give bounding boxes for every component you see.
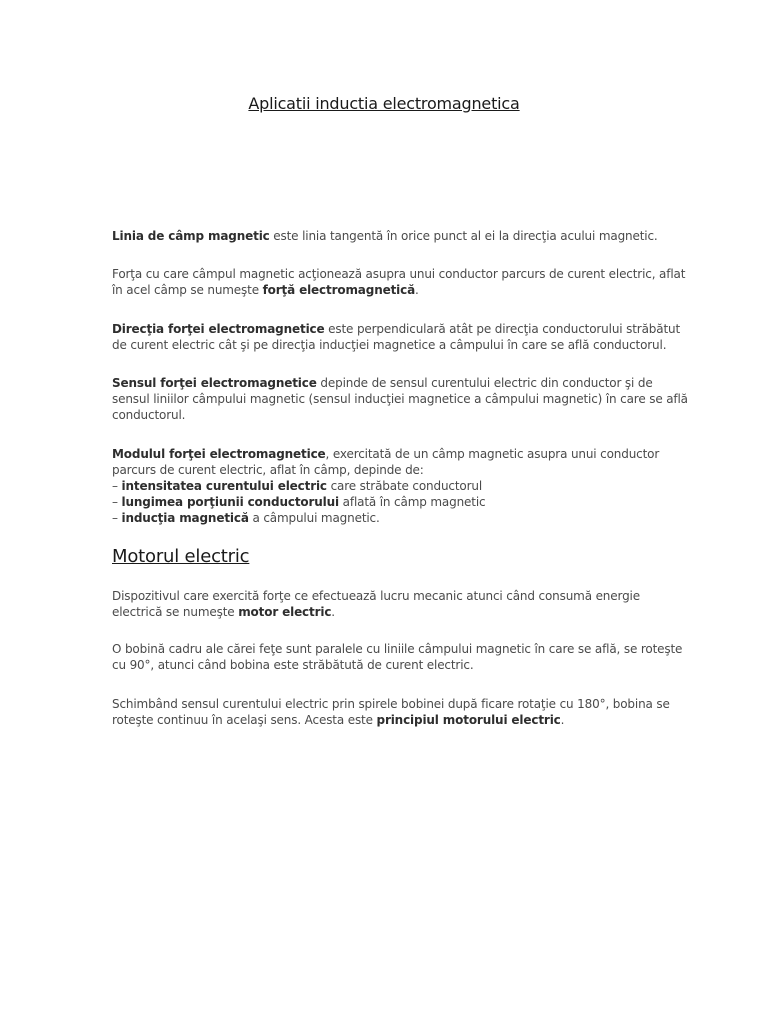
list-term: intensitatea curentului electric xyxy=(121,479,327,493)
paragraph-text: Dispozitivul care exercită forţe ce efectuează lucru mecanic atunci când consumă energie xyxy=(112,589,640,603)
paragraph-text: Forţa cu care câmpul magnetic acţionează asupra unui conductor parcurs de curent electric, aflat xyxy=(112,267,686,281)
paragraph-text: conductorul. xyxy=(112,408,186,422)
list-text: a câmpului magnetic. xyxy=(248,511,380,525)
paragraph-motor-definitie xyxy=(112,588,657,620)
paragraph-text: roteşte continuu în acelaşi sens. Acesta este xyxy=(112,713,377,727)
list-item xyxy=(112,494,657,510)
term-motor: motor electric xyxy=(238,605,332,619)
list-item xyxy=(112,510,657,526)
paragraph-text: parcurs de curent electric, aflat în câmp, depinde de: xyxy=(112,463,424,477)
paragraph-sensul-fortei xyxy=(112,375,688,423)
term-modulul: Modulul forţei electromagnetice xyxy=(112,447,326,461)
paragraph-text: depinde de sensul curentului electric din conductor şi de xyxy=(316,376,653,390)
paragraph-text: . xyxy=(415,283,419,297)
paragraph-text: sensul liniilor câmpului magnetic (sensul inducţiei magnetice a câmpului magnetic) în care se află xyxy=(112,392,688,406)
paragraph-camp-magnetic xyxy=(112,228,657,244)
paragraph-text: O bobină cadru ale cărei feţe sunt paralele cu liniile câmpului magnetic în care se află, se roteşte xyxy=(112,642,683,656)
term-directia: Direcţia forţei electromagnetice xyxy=(112,322,325,336)
term-linia-camp: Linia de câmp magnetic xyxy=(112,229,270,243)
paragraph-text: este perpendiculară atât pe direcţia conductorului străbătut xyxy=(324,322,681,336)
paragraph-text: . xyxy=(331,605,335,619)
paragraph-text: , exercitată de un câmp magnetic asupra unui conductor xyxy=(325,447,660,461)
paragraph-text: de curent electric cât şi pe direcţia inducţiei magnetice a câmpului în care se află conductorul. xyxy=(112,338,667,352)
paragraph-modulul-fortei xyxy=(112,446,660,526)
list-text: aflată în câmp magnetic xyxy=(339,495,486,509)
paragraph-forta-electromagnetica xyxy=(112,266,686,298)
paragraph-directia-fortei xyxy=(112,321,681,353)
section-heading-motorul: Motorul electric xyxy=(112,546,250,567)
paragraph-text: electrică se numeşte xyxy=(112,605,239,619)
paragraph-text: . xyxy=(560,713,565,727)
term-forta: forţă electromagnetică xyxy=(262,283,416,297)
list-dash: – xyxy=(112,495,122,509)
list-term: inducţia magnetică xyxy=(121,511,249,525)
document-title: Aplicatii inductia electromagnetica xyxy=(248,94,520,113)
list-dash: – xyxy=(112,511,122,525)
term-principiul: principiul motorului electric xyxy=(376,713,561,727)
list-text: care străbate conductorul xyxy=(326,479,483,493)
paragraph-text: Schimbând sensul curentului electric prin spirele bobinei după ficare rotaţie cu 180°, bobina se xyxy=(112,697,670,711)
paragraph-text: este linia tangentă în orice punct al ei la direcţia acului magnetic. xyxy=(269,229,658,243)
paragraph-text: în acel câmp se numeşte xyxy=(112,283,263,297)
paragraph-principiul xyxy=(112,696,670,728)
list-term: lungimea porţiunii conductorului xyxy=(121,495,339,509)
paragraph-text: cu 90°, atunci când bobina este străbătută de curent electric. xyxy=(112,658,474,672)
list-dash: – xyxy=(112,479,122,493)
list-item xyxy=(112,478,657,494)
paragraph-bobina xyxy=(112,641,683,673)
term-sensul: Sensul forţei electromagnetice xyxy=(112,376,317,390)
